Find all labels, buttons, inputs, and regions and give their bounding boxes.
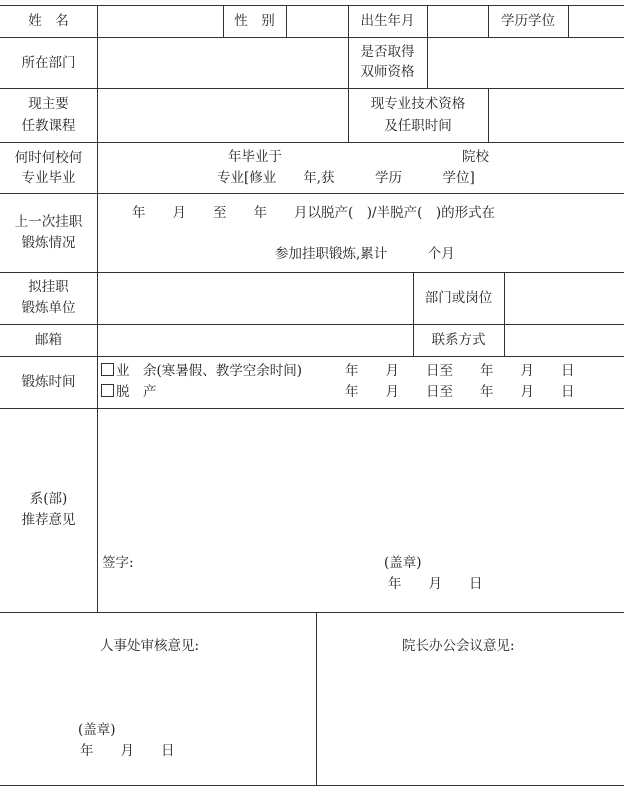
department-label: 所在部门 (21, 55, 76, 71)
col-r1-f (568, 5, 569, 37)
graduation-school-text: 院校 (462, 149, 489, 165)
graduation-year-text: 年毕业于 (228, 149, 282, 165)
last-posting-period: 年 月 至 年 月以脱产( )/半脱产( )的形式在 (132, 205, 496, 221)
gender-label: 性 别 (234, 13, 275, 29)
course-label-1: 现主要 (28, 96, 69, 112)
last-posting-total: 参加挂职锻炼,累计 个月 (275, 246, 455, 262)
col-r1-d (427, 5, 428, 88)
rule-top (0, 5, 624, 6)
col-label-divider (97, 5, 98, 612)
birth-label: 出生年月 (360, 13, 415, 29)
part-time-checkbox[interactable] (101, 363, 114, 376)
graduation-label-2: 专业毕业 (21, 170, 76, 186)
training-time-label: 锻炼时间 (21, 374, 76, 390)
hr-review-label: 人事处审核意见: (100, 638, 200, 654)
proposed-unit-label-1: 拟挂职 (28, 279, 69, 295)
option-full-time-text: 脱 产 (116, 384, 157, 400)
post-label: 部门或岗位 (424, 290, 493, 306)
rule-4 (0, 193, 624, 194)
rule-bottom (0, 785, 624, 786)
col-r3-b (488, 88, 489, 142)
recommend-label-2: 推荐意见 (21, 512, 76, 528)
rule-9 (0, 612, 624, 613)
full-time-checkbox[interactable] (101, 384, 114, 397)
dual-teacher-label-2: 双师资格 (360, 64, 415, 80)
hr-date: 年 月 日 (80, 743, 175, 759)
rule-8 (0, 408, 624, 409)
rule-1 (0, 37, 624, 38)
last-posting-label-1: 上一次挂职 (14, 214, 83, 230)
col-r1-b (286, 5, 287, 37)
option-part-time[interactable] (101, 362, 302, 380)
graduation-major-text: 专业[修业 年,获 学历 学位] (217, 170, 475, 186)
contact-label: 联系方式 (431, 332, 486, 348)
title-label-1: 现专业技术资格 (370, 96, 466, 112)
rule-7 (0, 356, 624, 357)
department-date: 年 月 日 (388, 576, 483, 592)
option-part-time-text: 业 余(寒暑假、教学空余时间) (116, 363, 303, 379)
signature-label: 签字: (102, 555, 134, 571)
full-time-date-range: 年 月 日至 年 月 日 (345, 384, 575, 400)
proposed-unit-label-2: 锻炼单位 (21, 300, 76, 316)
col-r10-divider (316, 612, 317, 785)
part-time-date-range: 年 月 日至 年 月 日 (345, 363, 575, 379)
president-office-label: 院长办公会议意见: (402, 638, 515, 654)
education-label: 学历学位 (501, 13, 555, 29)
dual-teacher-label-1: 是否取得 (360, 44, 415, 60)
course-label-2: 任教课程 (21, 118, 76, 134)
rule-3 (0, 142, 624, 143)
hr-seal-label: (盖章) (78, 722, 116, 738)
option-full-time[interactable] (101, 383, 157, 401)
rule-2 (0, 88, 624, 89)
rule-6 (0, 324, 624, 325)
name-label: 姓 名 (28, 13, 69, 29)
col-r6-b (504, 272, 505, 356)
email-label: 邮箱 (35, 332, 62, 348)
rule-5 (0, 272, 624, 273)
department-seal-label: (盖章) (384, 555, 422, 571)
graduation-label-1: 何时何校何 (14, 150, 83, 166)
last-posting-label-2: 锻炼情况 (21, 235, 76, 251)
recommend-label-1: 系(部) (29, 491, 68, 507)
title-label-2: 及任职时间 (384, 118, 452, 134)
